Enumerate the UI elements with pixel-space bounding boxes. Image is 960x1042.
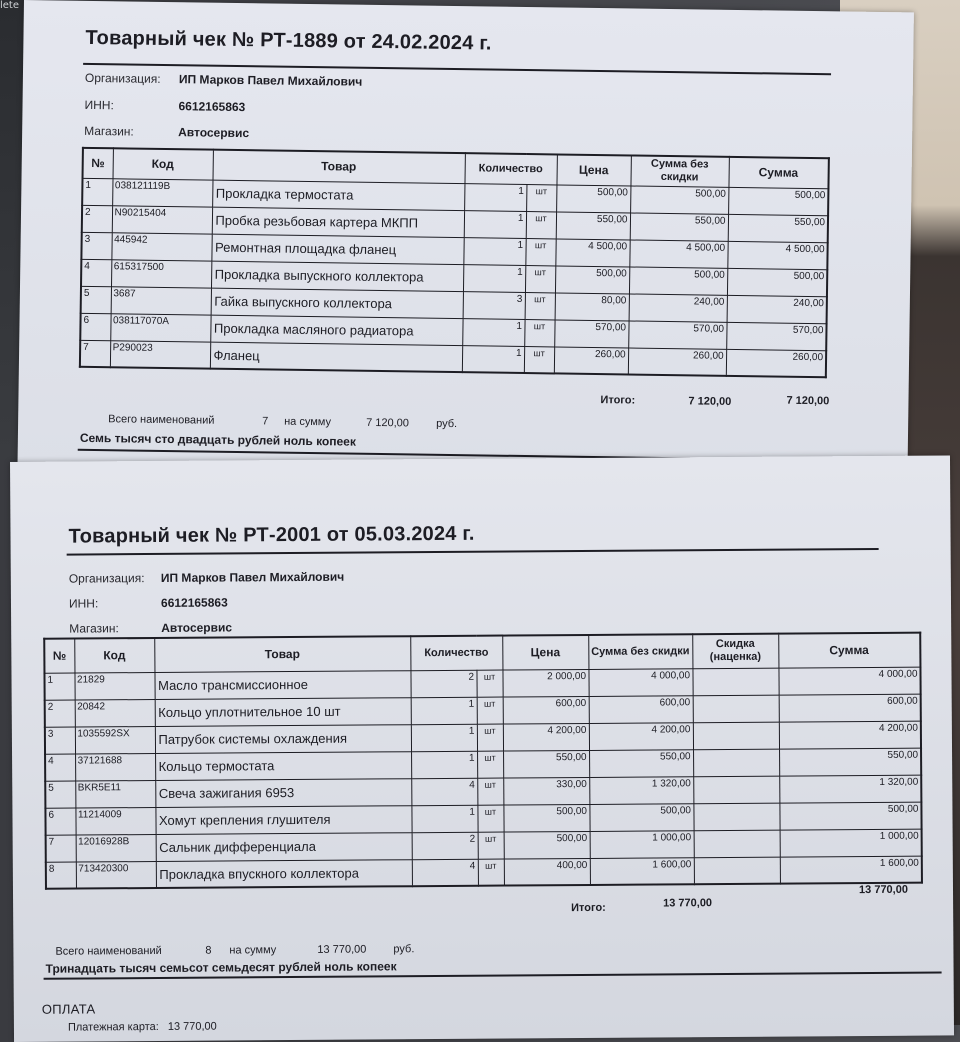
item-price: 400,00 [504, 858, 590, 886]
receipt-1-currency: руб. [436, 417, 458, 431]
row-number: 4 [81, 259, 111, 286]
receipt-2-items-table [43, 632, 923, 890]
item-sum-no-discount: 500,00 [589, 803, 693, 831]
item-unit: шт [477, 778, 503, 805]
item-code: 713420300 [76, 861, 156, 889]
receipt-1-total-sum: 7 120,00 [786, 394, 830, 408]
item-code: N90215404 [112, 205, 212, 233]
receipt-1-col-sum: Сумма [728, 157, 828, 188]
row-number: 3 [81, 232, 111, 259]
receipt-1-sheet [17, 0, 913, 482]
item-quantity: 2 [410, 670, 476, 697]
receipt-1-col-no: № [83, 148, 113, 178]
receipt-1-col-item: Товар [213, 150, 465, 184]
receipt-1-inn-value: 6612165863 [178, 99, 246, 115]
item-name: Фланец [210, 342, 462, 373]
receipt-2-col-sum-no-discount: Сумма без скидки [588, 634, 692, 669]
receipt-2-col-discount: Скидка (наценка) [692, 634, 778, 669]
receipt-1-shop-label: Магазин: [84, 123, 134, 139]
item-quantity: 1 [464, 210, 526, 238]
item-name: Хомут крепления глушителя [155, 805, 411, 834]
receipt-2-amount-words: Тринадцать тысяч семьсот семьдесят рублей ноль копеек [45, 959, 397, 976]
item-price: 260,00 [554, 346, 628, 374]
item-code: 1035592SX [75, 726, 155, 754]
item-name: Прокладка термостата [212, 180, 464, 211]
item-sum: 500,00 [779, 802, 921, 830]
receipt-1-summary [108, 413, 508, 433]
item-code: 445942 [111, 232, 211, 260]
receipt-1-shop-value: Автосервис [178, 125, 250, 141]
item-price: 500,00 [504, 831, 590, 859]
item-sum-no-discount: 4 500,00 [629, 239, 727, 267]
receipt-2-total-no-discount: 13 770,00 [663, 897, 713, 910]
row-number: 3 [45, 727, 75, 754]
item-name: Масло трансмиссионное [154, 670, 410, 699]
receipt-2-org-value: ИП Марков Павел Михайлович [160, 569, 345, 585]
item-price: 500,00 [503, 804, 589, 832]
item-price: 2 000,00 [502, 669, 588, 697]
receipt-2-count-value: 8 [205, 944, 212, 957]
item-sum: 1 000,00 [780, 829, 922, 857]
receipt-1-total-label: Итого: [600, 394, 636, 407]
item-unit: шт [524, 346, 554, 373]
receipt-1-total-no-discount: 7 120,00 [688, 395, 732, 408]
item-sum-no-discount: 4 200,00 [589, 722, 693, 750]
row-number: 2 [82, 205, 112, 232]
receipt-1-title: Товарный чек № РТ-1889 от 24.02.2024 г. [85, 26, 492, 55]
receipt-2-card-label: Платежная карта [67, 1020, 156, 1034]
item-sum-no-discount: 570,00 [628, 320, 726, 348]
receipt-2-title-rule [67, 548, 879, 556]
item-quantity: 1 [462, 318, 524, 346]
item-sum: 260,00 [726, 349, 826, 377]
item-unit: шт [478, 859, 504, 886]
item-sum: 500,00 [728, 187, 828, 215]
item-price: 4 200,00 [503, 723, 589, 751]
receipt-2-shop-label: Магазин: [69, 621, 119, 636]
item-quantity: 1 [463, 264, 525, 292]
receipt-1-col-price: Цена [556, 154, 630, 185]
corner-text: lete [0, 0, 20, 11]
receipt-2-sheet [10, 455, 954, 1042]
item-price: 570,00 [554, 319, 628, 347]
receipt-2-inn-label: ИНН: [68, 596, 99, 611]
row-number: 7 [80, 340, 110, 367]
item-price: 4 500,00 [555, 238, 629, 266]
row-number: 2 [45, 700, 75, 727]
receipt-1-col-sum-no-discount: Сумма без скидки [630, 155, 728, 186]
receipt-2-payment-label: ОПЛАТА [41, 1001, 96, 1017]
row-number: 1 [44, 673, 74, 700]
item-sum-no-discount: 1 320,00 [589, 776, 693, 804]
receipt-1-col-qty: Количество [464, 153, 556, 184]
item-price: 80,00 [555, 292, 629, 320]
receipt-1-org-value: ИП Марков Павел Михайлович [178, 72, 363, 89]
item-quantity: 4 [411, 778, 477, 805]
item-unit: шт [478, 832, 504, 859]
item-quantity: 3 [463, 291, 525, 319]
item-sum: 600,00 [779, 694, 921, 722]
row-number: 6 [45, 808, 75, 835]
item-sum-no-discount: 1 600,00 [590, 857, 694, 885]
item-code: 11214009 [75, 807, 155, 835]
item-sum-no-discount: 1 000,00 [590, 830, 694, 858]
row-number: 8 [46, 862, 76, 889]
item-name: Ремонтная площадка фланец [211, 234, 463, 265]
item-discount [693, 776, 779, 804]
row-number: 1 [82, 178, 112, 205]
item-discount [694, 830, 780, 858]
item-code: 37121688 [75, 753, 155, 781]
item-price: 500,00 [555, 265, 629, 293]
receipt-2-card-line: Платежная карта: 13 770,00 [67, 1020, 217, 1034]
receipt-1-items-table [79, 147, 830, 378]
item-unit: шт [477, 751, 503, 778]
item-code: 038121119B [112, 178, 212, 206]
item-unit: шт [526, 211, 556, 238]
item-sum: 570,00 [726, 322, 826, 350]
item-sum-no-discount: 240,00 [629, 293, 727, 321]
row-number: 5 [45, 781, 75, 808]
item-name: Кольцо термостата [155, 751, 411, 780]
item-price: 600,00 [503, 696, 589, 724]
receipt-2-summary [55, 943, 455, 960]
item-sum: 1 600,00 [780, 856, 922, 884]
item-sum-no-discount: 600,00 [589, 695, 693, 723]
item-discount [693, 722, 779, 750]
item-quantity: 1 [411, 724, 477, 751]
item-sum: 4 000,00 [778, 667, 920, 695]
item-name: Сальник дифференциала [156, 832, 412, 861]
item-name: Прокладка выпускного коллектора [211, 261, 463, 292]
receipt-2-amount-value: 13 770,00 [317, 943, 367, 956]
item-sum: 4 200,00 [779, 721, 921, 749]
receipt-2-total-label: Итого: [571, 901, 606, 915]
receipt-2-org-label: Организация: [68, 571, 145, 586]
item-code: 3687 [111, 286, 211, 314]
item-sum: 240,00 [727, 295, 827, 323]
receipt-2-card-value: 13 770,00 [167, 1020, 217, 1033]
item-discount [693, 749, 779, 777]
receipt-1-org-label: Организация: [84, 70, 161, 86]
item-quantity: 1 [411, 697, 477, 724]
item-price: 330,00 [503, 777, 589, 805]
receipt-2-count-label: Всего наименований [55, 944, 162, 958]
item-price: 550,00 [556, 211, 630, 239]
item-quantity: 1 [411, 805, 477, 832]
receipt-1-col-code: Код [113, 148, 213, 179]
item-code: 21829 [74, 672, 154, 700]
item-unit: шт [525, 265, 555, 292]
receipt-2-inn-value: 6612165863 [160, 595, 228, 610]
item-code: 038117070A [110, 313, 210, 341]
receipt-2-col-item: Товар [154, 636, 410, 672]
item-code: BKR5E11 [75, 780, 155, 808]
item-price: 550,00 [503, 750, 589, 778]
receipt-2-currency: руб. [393, 943, 415, 956]
receipt-1-items-body [80, 178, 829, 377]
row-number: 6 [80, 313, 110, 340]
item-quantity: 1 [411, 751, 477, 778]
item-sum-no-discount: 550,00 [630, 212, 728, 240]
item-quantity: 4 [412, 859, 478, 886]
receipt-1-amount-value: 7 120,00 [366, 416, 410, 430]
item-sum-no-discount: 4 000,00 [588, 668, 692, 696]
receipt-1-count-label: Всего наименований [108, 413, 215, 427]
item-sum: 1 320,00 [779, 775, 921, 803]
item-sum: 550,00 [779, 748, 921, 776]
item-quantity: 1 [464, 183, 526, 211]
receipt-2-col-qty: Количество [410, 636, 502, 671]
receipt-1-count-value: 7 [262, 415, 269, 428]
item-sum-no-discount: 500,00 [629, 266, 727, 294]
item-quantity: 2 [412, 832, 478, 859]
item-sum: 4 500,00 [727, 241, 827, 269]
item-name: Прокладка масляного радиатора [210, 315, 462, 346]
item-price: 500,00 [556, 184, 630, 212]
item-name: Гайка выпускного коллектора [211, 288, 463, 319]
item-name: Прокладка впускного коллектора [156, 859, 412, 888]
item-sum: 550,00 [728, 214, 828, 242]
item-sum-no-discount: 500,00 [630, 185, 728, 213]
receipt-2-amount-label: на сумму [229, 944, 277, 957]
item-unit: шт [477, 805, 503, 832]
receipt-1-amount-words: Семь тысяч сто двадцать рублей ноль копеек [79, 430, 357, 449]
item-unit: шт [524, 319, 554, 346]
item-code: 20842 [75, 699, 155, 727]
receipt-2-items-body [44, 667, 922, 889]
item-quantity: 1 [462, 345, 524, 373]
receipt-2-title: Товарный чек № РТ-2001 от 05.03.2024 г. [68, 522, 475, 548]
receipt-2-col-price: Цена [502, 635, 588, 670]
item-unit: шт [477, 724, 503, 751]
item-unit: шт [477, 697, 503, 724]
item-name: Кольцо уплотнительное 10 шт [155, 697, 411, 726]
item-discount [693, 695, 779, 723]
item-discount [694, 857, 780, 885]
receipt-2-col-no: № [44, 639, 74, 673]
row-number: 7 [46, 835, 76, 862]
receipt-2-col-sum: Сумма [778, 633, 920, 668]
item-sum-no-discount: 260,00 [628, 347, 726, 375]
receipt-1-inn-label: ИНН: [84, 97, 114, 113]
table-row [46, 856, 922, 889]
item-name: Патрубок системы охлаждения [155, 724, 411, 753]
item-name: Свеча зажигания 6953 [155, 778, 411, 807]
row-number: 5 [81, 286, 111, 313]
item-code: 615317500 [111, 259, 211, 287]
item-sum-no-discount: 550,00 [589, 749, 693, 777]
item-quantity: 1 [463, 237, 525, 265]
item-name: Пробка резьбовая картера МКПП [212, 207, 464, 238]
item-code: 12016928B [76, 834, 156, 862]
item-unit: шт [525, 238, 555, 265]
receipt-1-amount-label: на сумму [284, 415, 332, 429]
item-code: P290023 [110, 340, 210, 368]
item-discount [693, 803, 779, 831]
item-unit: шт [525, 292, 555, 319]
receipt-2-col-code: Код [74, 638, 154, 673]
item-discount [692, 668, 778, 696]
receipt-2-total-sum: 13 770,00 [858, 883, 908, 897]
receipt-2-shop-value: Автосервис [161, 620, 233, 635]
item-unit: шт [526, 184, 556, 211]
item-unit: шт [476, 670, 502, 697]
row-number: 4 [45, 754, 75, 781]
item-sum: 500,00 [727, 268, 827, 296]
